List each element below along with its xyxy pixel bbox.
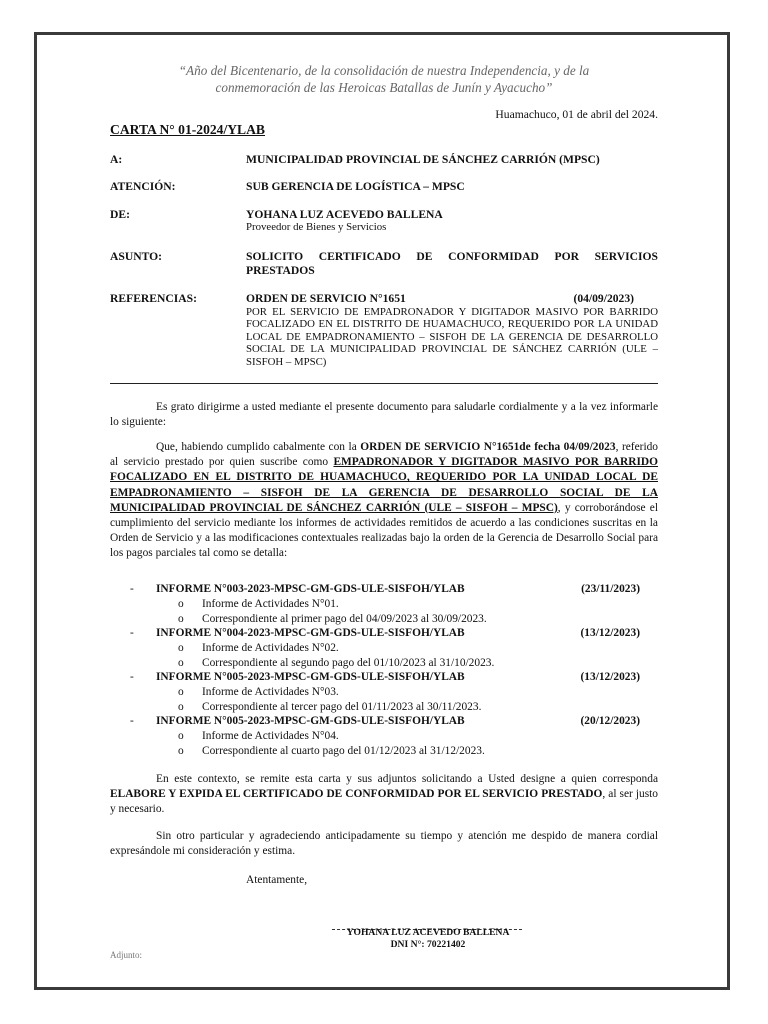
p2-text-e: , y corroborándose el cumplimiento del servicio mediante los informes de actividades remitidos de acuerdo a las condiciones suscritas en la Orden de Servicio y a las modificaciones contextuales realizadas bajo la orden de la Gerencia de Desarrollo Social para los pagos parciales tal como se detalla:	[110, 501, 659, 560]
informe-date: (13/12/2023)	[580, 627, 640, 639]
subitem-text: Correspondiente al primer pago del 04/09/2023 al 30/09/2023.	[202, 613, 487, 625]
attachments-label: Adjunto:	[110, 950, 143, 960]
subitem-text: Informe de Actividades N°03.	[202, 686, 339, 698]
to-value-text: MUNICIPALIDAD PROVINCIAL DE SÁNCHEZ CARRIÓN (MPSC)	[246, 153, 600, 166]
p2-order-ref: ORDEN DE SERVICIO N°1651de fecha 04/09/2023	[360, 441, 616, 453]
circle-bullet: o	[178, 657, 184, 669]
p2-service-description: EMPADRONADOR Y DIGITADOR MASIVO POR BARRIDO FOCALIZADO EN EL DISTRITO DE HUAMACHUCO, REQUERIDO POR LA UNIDAD LOCAL DE EMPADRONAMIENTO – SISFOH DE LA GERENCIA DE DESARROLLO SOCIAL DE LA MUNICIPALIDAD PROVINCIAL DE SÁNCHEZ CARRIÓN (ULE – SISFOH – MPSC)	[110, 456, 659, 514]
subitem-text: Informe de Actividades N°01.	[202, 598, 339, 610]
circle-bullet: o	[178, 701, 184, 713]
subitem-text: Correspondiente al segundo pago del 01/10/2023 al 31/10/2023.	[202, 657, 495, 669]
letter-title: CARTA N° 01-2024/YLAB	[110, 122, 265, 137]
informe-subitem	[178, 745, 485, 757]
references-label: REFERENCIAS:	[110, 292, 197, 305]
informe-title: INFORME N°005-2023-MPSC-GM-GDS-ULE-SISFOH/YLAB	[156, 671, 465, 683]
place-date: Huamachuco, 01 de abril del 2024.	[495, 108, 658, 121]
to-value	[246, 153, 658, 166]
signature-dni: DNI N°: 70221402	[390, 939, 466, 950]
subitem-text: Informe de Actividades N°04.	[202, 730, 339, 742]
informe-subitem	[178, 598, 339, 610]
p2-text-a: Que, habiendo cumplido cabalmente con la	[156, 441, 361, 453]
subject-value-text: SOLICITO CERTIFICADO DE CONFORMIDAD POR SERVICIOS PRESTADOS	[246, 250, 658, 277]
informe-subitem	[178, 613, 487, 625]
informe-title: INFORME N°005-2023-MPSC-GM-GDS-ULE-SISFOH/YLAB	[156, 715, 465, 727]
attention-label: ATENCIÓN:	[110, 180, 176, 193]
informe-date: (23/11/2023)	[581, 583, 640, 595]
motto-line-1: “Año del Bicentenario, de la consolidación de nuestra Independencia, y de la	[178, 63, 590, 78]
to-label: A:	[110, 153, 123, 166]
reference-detail: POR EL SERVICIO DE EMPADRONADOR Y DIGITADOR MASIVO POR BARRIDO FOCALIZADO EN EL DISTRITO DE HUAMACHUCO, REQUERIDO POR LA UNIDAD LOCAL DE EMPADRONAMIENTO – SISFOH DE LA GERENCIA DE DESARROLLO SOCIAL DE LA MUNICIPALIDAD PROVINCIAL DE SÁNCHEZ CARRIÓN (ULE – SISFOH – MPSC)	[246, 306, 658, 368]
p3-text-c: , al ser justo y necesario.	[110, 788, 658, 816]
informe-date: (13/12/2023)	[580, 671, 640, 683]
attention-value-text: SUB GERENCIA DE LOGÍSTICA – MPSC	[246, 180, 465, 193]
informe-subitem	[178, 642, 339, 654]
from-value	[246, 208, 658, 233]
subitem-text: Correspondiente al tercer pago del 01/11/2023 al 30/11/2023.	[202, 701, 482, 713]
informe-subitem	[178, 686, 339, 698]
institutional-motto	[110, 62, 658, 96]
references-value	[246, 292, 658, 368]
subject-label: ASUNTO:	[110, 250, 162, 263]
dash-bullet: -	[130, 627, 134, 639]
dash-bullet: -	[130, 715, 134, 727]
p3-request-emphasis: ELABORE Y EXPIDA EL CERTIFICADO DE CONFORMIDAD POR EL SERVICIO PRESTADO	[110, 788, 603, 801]
subject-value	[246, 250, 658, 278]
circle-bullet: o	[178, 686, 184, 698]
circle-bullet: o	[178, 598, 184, 610]
paragraph-greeting: Es grato dirigirme a usted mediante el presente documento para saludarle cordialmente y a la vez informarle lo siguiente:	[110, 401, 658, 429]
attention-value	[246, 180, 658, 193]
circle-bullet: o	[178, 745, 184, 757]
informe-date: (20/12/2023)	[580, 715, 640, 727]
reference-order-row	[246, 292, 658, 306]
from-name: YOHANA LUZ ACEVEDO BALLENA	[246, 208, 443, 221]
from-role: Proveedor de Bienes y Servicios	[246, 221, 387, 233]
informe-subitem	[178, 657, 494, 669]
dash-bullet: -	[130, 671, 134, 683]
paragraph-farewell: Sin otro particular y agradeciendo anticipadamente su tiempo y atención me despido de manera cordial expresándole mi consideración y estima.	[110, 830, 658, 858]
p3-text-a: En este contexto, se remite esta carta y sus adjuntos solicitando a Usted designe a quien corresponda	[156, 773, 658, 785]
subitem-text: Informe de Actividades N°02.	[202, 642, 339, 654]
reference-order: ORDEN DE SERVICIO N°1651	[246, 292, 406, 305]
subitem-text: Correspondiente al cuarto pago del 01/12/2023 al 31/12/2023.	[202, 745, 485, 757]
from-label: DE:	[110, 208, 130, 221]
circle-bullet: o	[178, 730, 184, 742]
informe-title: INFORME N°004-2023-MPSC-GM-GDS-ULE-SISFOH/YLAB	[156, 627, 465, 639]
circle-bullet: o	[178, 642, 184, 654]
paragraph-request	[110, 772, 658, 818]
informe-subitem	[178, 730, 339, 742]
circle-bullet: o	[178, 613, 184, 625]
informe-title: INFORME N°003-2023-MPSC-GM-GDS-ULE-SISFOH/YLAB	[156, 583, 465, 595]
motto-line-2: conmemoración de las Heroicas Batallas de Junín y Ayacucho”	[215, 80, 553, 95]
signature-name: YOHANA LUZ ACEVEDO BALLENA	[346, 927, 510, 938]
paragraph-service	[110, 440, 658, 562]
p2-text-c: , referido al servicio prestado por quien suscribe como	[110, 441, 658, 469]
closing: Atentamente,	[246, 874, 308, 886]
header-divider	[110, 383, 658, 384]
dash-bullet: -	[130, 583, 134, 595]
informe-subitem	[178, 701, 481, 713]
reference-date: (04/09/2023)	[573, 292, 634, 305]
